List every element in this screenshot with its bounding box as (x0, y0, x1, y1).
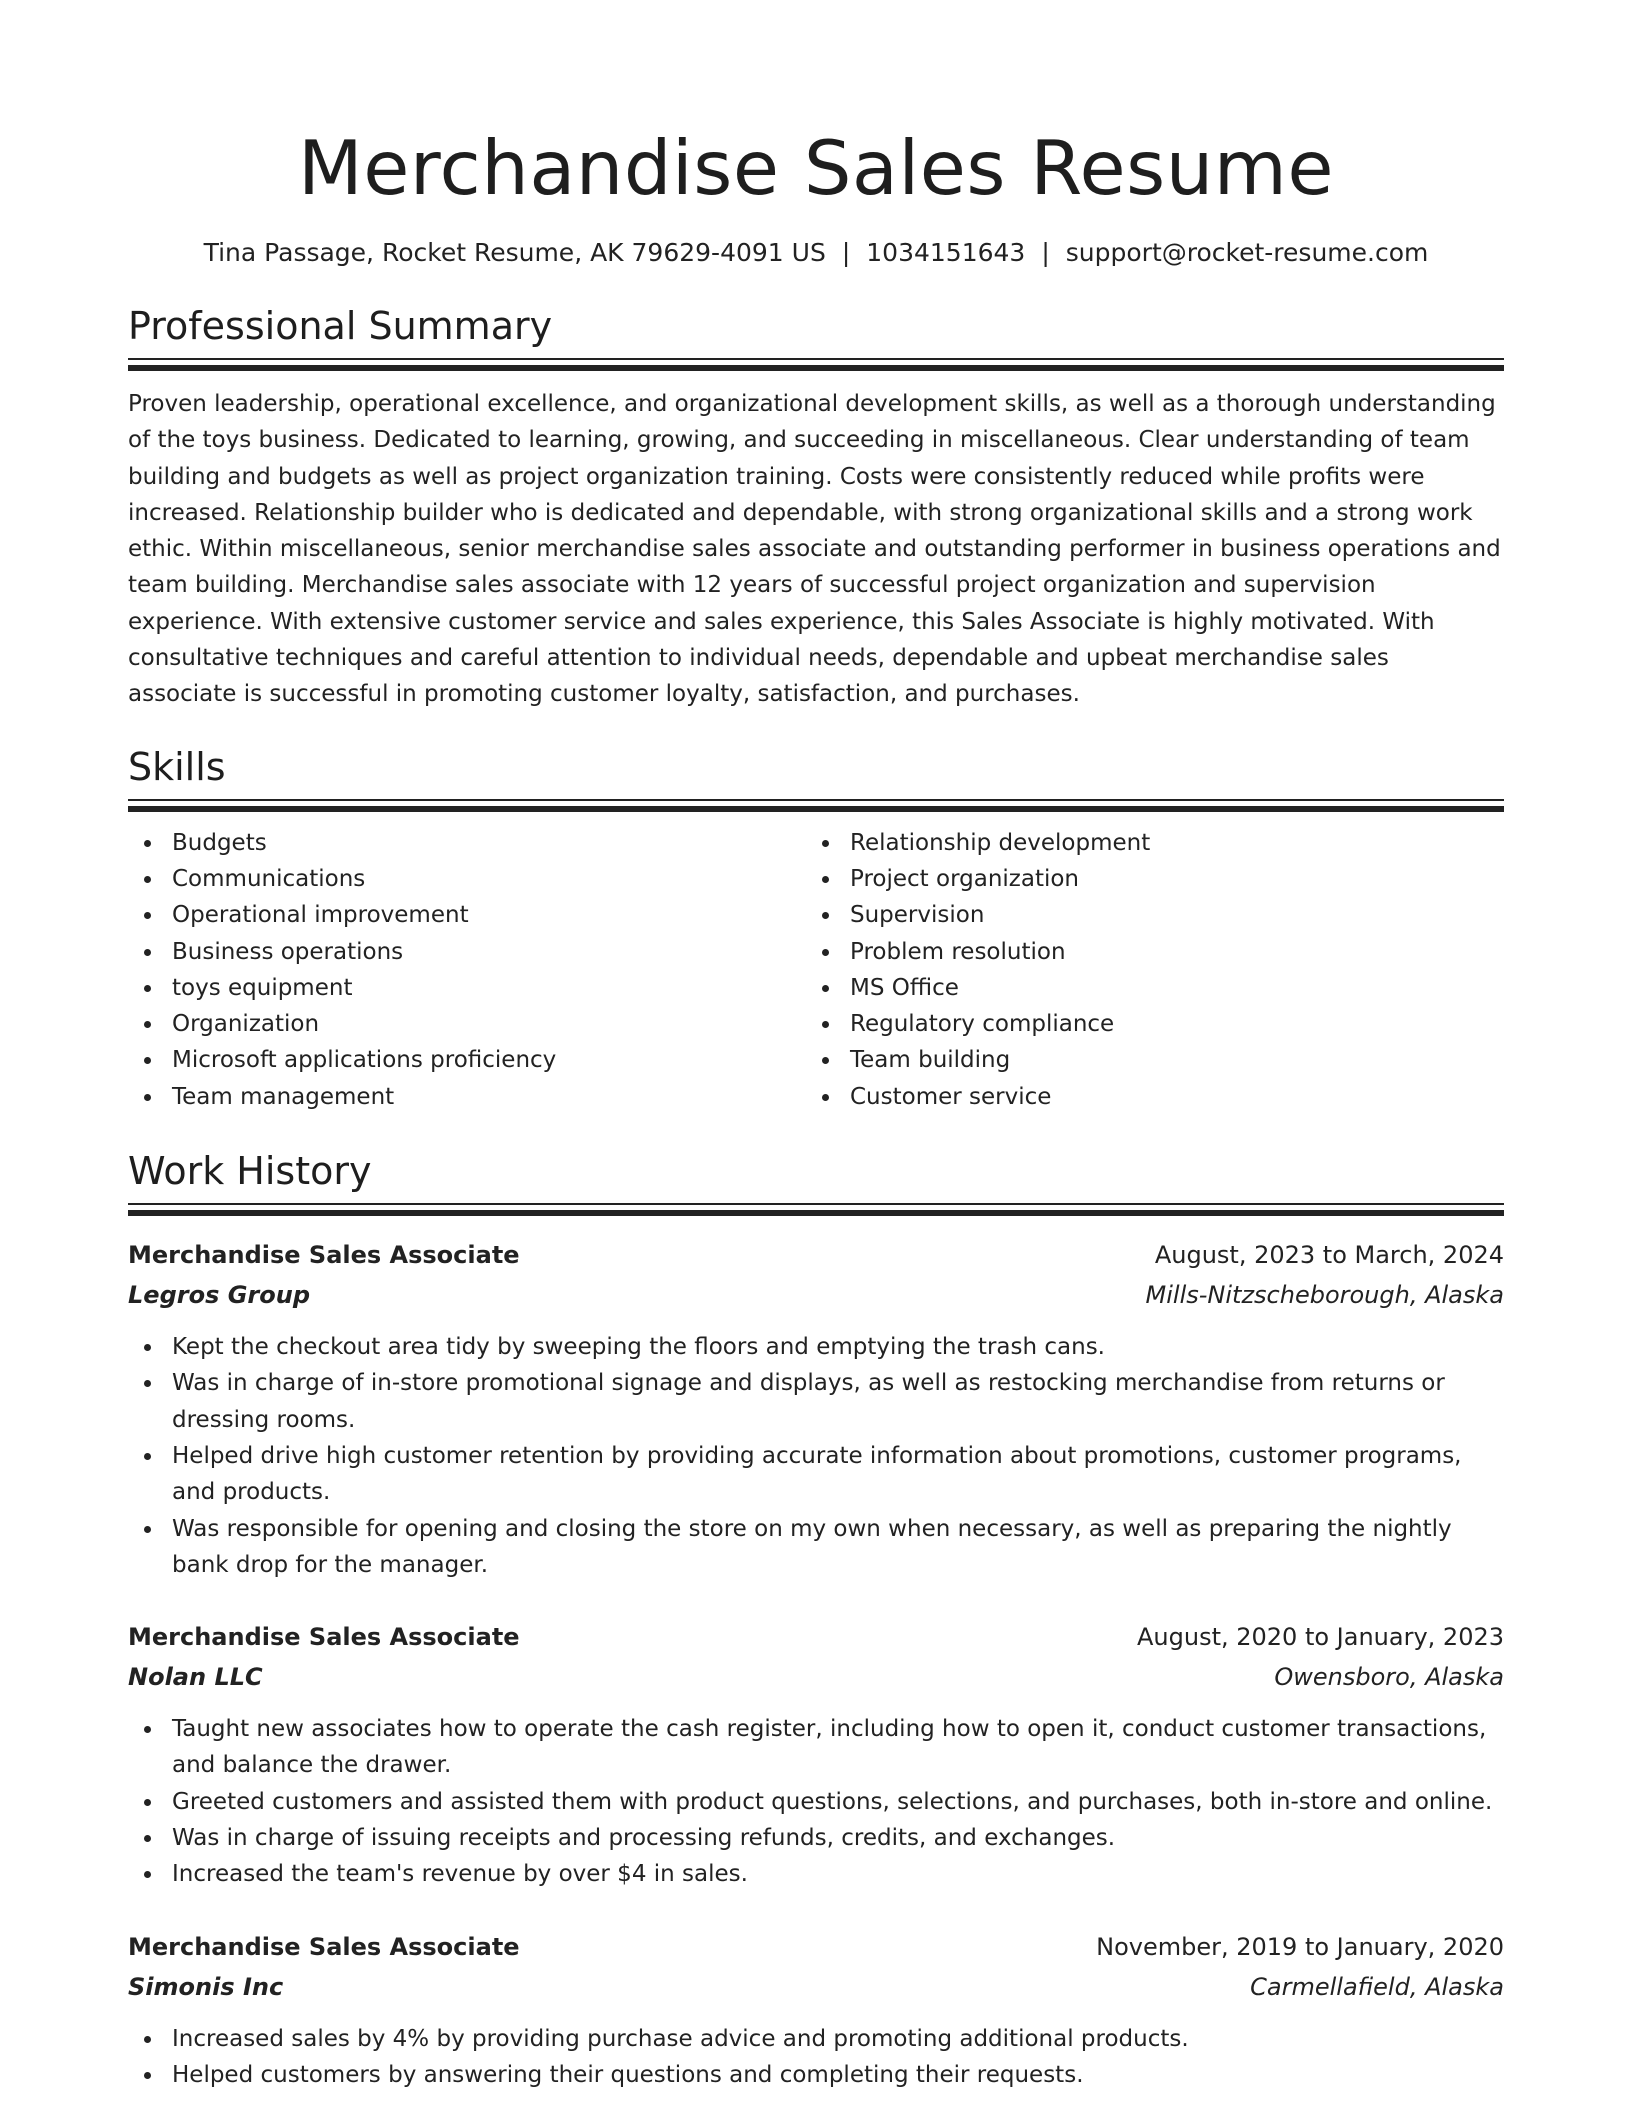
skill-item: Business operations (172, 934, 806, 970)
contact-email: support@rocket-resume.com (1065, 238, 1429, 267)
contact-separator: | (841, 238, 851, 267)
skill-item: Regulatory compliance (850, 1006, 1484, 1042)
job-bullet: Increased sales by 4% by providing purchase advice and promoting additional products. (172, 2021, 1504, 2057)
skills-section (128, 743, 1504, 1115)
job-bullets (128, 1329, 1504, 1583)
summary-section (128, 302, 1504, 713)
contact-line (128, 236, 1504, 270)
resume-title: Merchandise Sales Resume (298, 124, 1334, 212)
contact-address: Tina Passage, Rocket Resume, AK 79629-4091 US (203, 238, 826, 267)
job-bullet: Was responsible for opening and closing the store on my own when necessary, as well as preparing the nightly bank drop for the manager. (172, 1511, 1504, 1584)
job-bullet: Was in charge of in-store promotional signage and displays, as well as restocking merchandise from returns or dressing rooms. (172, 1365, 1504, 1438)
job-bullets (128, 2021, 1504, 2094)
skills-columns (128, 825, 1504, 1115)
skill-item: Organization (172, 1006, 806, 1042)
skill-item: Customer service (850, 1079, 1484, 1115)
skill-item: Microsoft applications proficiency (172, 1042, 806, 1078)
skill-item: Operational improvement (172, 897, 806, 933)
job-title: Merchandise Sales Associate (128, 1623, 520, 1652)
skills-list-right (806, 825, 1484, 1115)
job-bullet: Helped drive high customer retention by providing accurate information about promotions, customer programs, and products. (172, 1438, 1504, 1511)
job-entry (128, 1617, 1504, 1892)
job-title: Merchandise Sales Associate (128, 1932, 520, 1961)
skill-item: toys equipment (172, 970, 806, 1006)
job-dates: August, 2020 to January, 2023 (1137, 1623, 1504, 1652)
skill-item: Relationship development (850, 825, 1484, 861)
summary-heading: Professional Summary (128, 304, 553, 348)
job-dates: November, 2019 to January, 2020 (1096, 1932, 1504, 1961)
job-company: Legros Group (128, 1281, 311, 1310)
section-divider (128, 799, 1504, 815)
job-bullet: Kept the checkout area tidy by sweeping the floors and emptying the trash cans. (172, 1329, 1504, 1365)
work-history-heading: Work History (128, 1149, 372, 1194)
job-bullet: Taught new associates how to operate the cash register, including how to open it, conduct customer transactions, and balance the drawer. (172, 1711, 1504, 1784)
skill-item: Communications (172, 861, 806, 897)
job-location: Owensboro, Alaska (1274, 1663, 1504, 1692)
skills-list-left (128, 825, 806, 1115)
job-bullet: Greeted customers and assisted them with product questions, selections, and purchases, both in-store and online. (172, 1784, 1504, 1820)
skill-item: Supervision (850, 897, 1484, 933)
job-bullet: Increased the team's revenue by over $4 in sales. (172, 1856, 1504, 1892)
job-bullets (128, 1711, 1504, 1892)
job-location: Carmellafield, Alaska (1250, 1972, 1504, 2001)
job-entry (128, 1235, 1504, 1583)
skill-item: Problem resolution (850, 934, 1484, 970)
resume-page (128, 0, 1504, 2093)
skill-item: Team management (172, 1079, 806, 1115)
job-location: Mills-Nitzscheborough, Alaska (1145, 1281, 1504, 1310)
section-divider (128, 1203, 1504, 1219)
skill-item: Budgets (172, 825, 806, 861)
skill-item: Team building (850, 1042, 1484, 1078)
job-company: Nolan LLC (128, 1663, 263, 1692)
job-title: Merchandise Sales Associate (128, 1241, 520, 1270)
job-company: Simonis Inc (128, 1972, 284, 2001)
job-bullet: Was in charge of issuing receipts and processing refunds, credits, and exchanges. (172, 1820, 1504, 1856)
job-entry (128, 1927, 1504, 2094)
contact-phone: 1034151643 (866, 238, 1026, 267)
job-bullet: Helped customers by answering their questions and completing their requests. (172, 2057, 1504, 2093)
skill-item: Project organization (850, 861, 1484, 897)
skills-heading: Skills (128, 744, 226, 789)
section-divider (128, 358, 1504, 374)
skill-item: MS Office (850, 970, 1484, 1006)
summary-text: Proven leadership, operational excellence, and organizational development skills, as well as a thorough understanding of the toys business. Dedicated to learning, growing, and succeeding in miscellaneous. Clear understanding of team building and budgets as well as project organization training. Costs were consistently reduced while profits were increased. Relationship builder who is dedicated and dependable, with strong organizational skills and a strong work ethic. Within miscellaneous, senior merchandise sales associate and outstanding performer in business operations and team building. Merchandise sales associate with 12 years of successful project organization and supervision experience. With extensive customer service and sales experience, this Sales Associate is highly motivated. With consultative techniques and careful attention to individual needs, dependable and upbeat merchandise sales associate is successful in promoting customer loyalty, satisfaction, and purchases. (128, 391, 1501, 708)
work-history-section (128, 1147, 1504, 2093)
job-dates: August, 2023 to March, 2024 (1154, 1241, 1504, 1270)
contact-separator: | (1041, 238, 1050, 267)
